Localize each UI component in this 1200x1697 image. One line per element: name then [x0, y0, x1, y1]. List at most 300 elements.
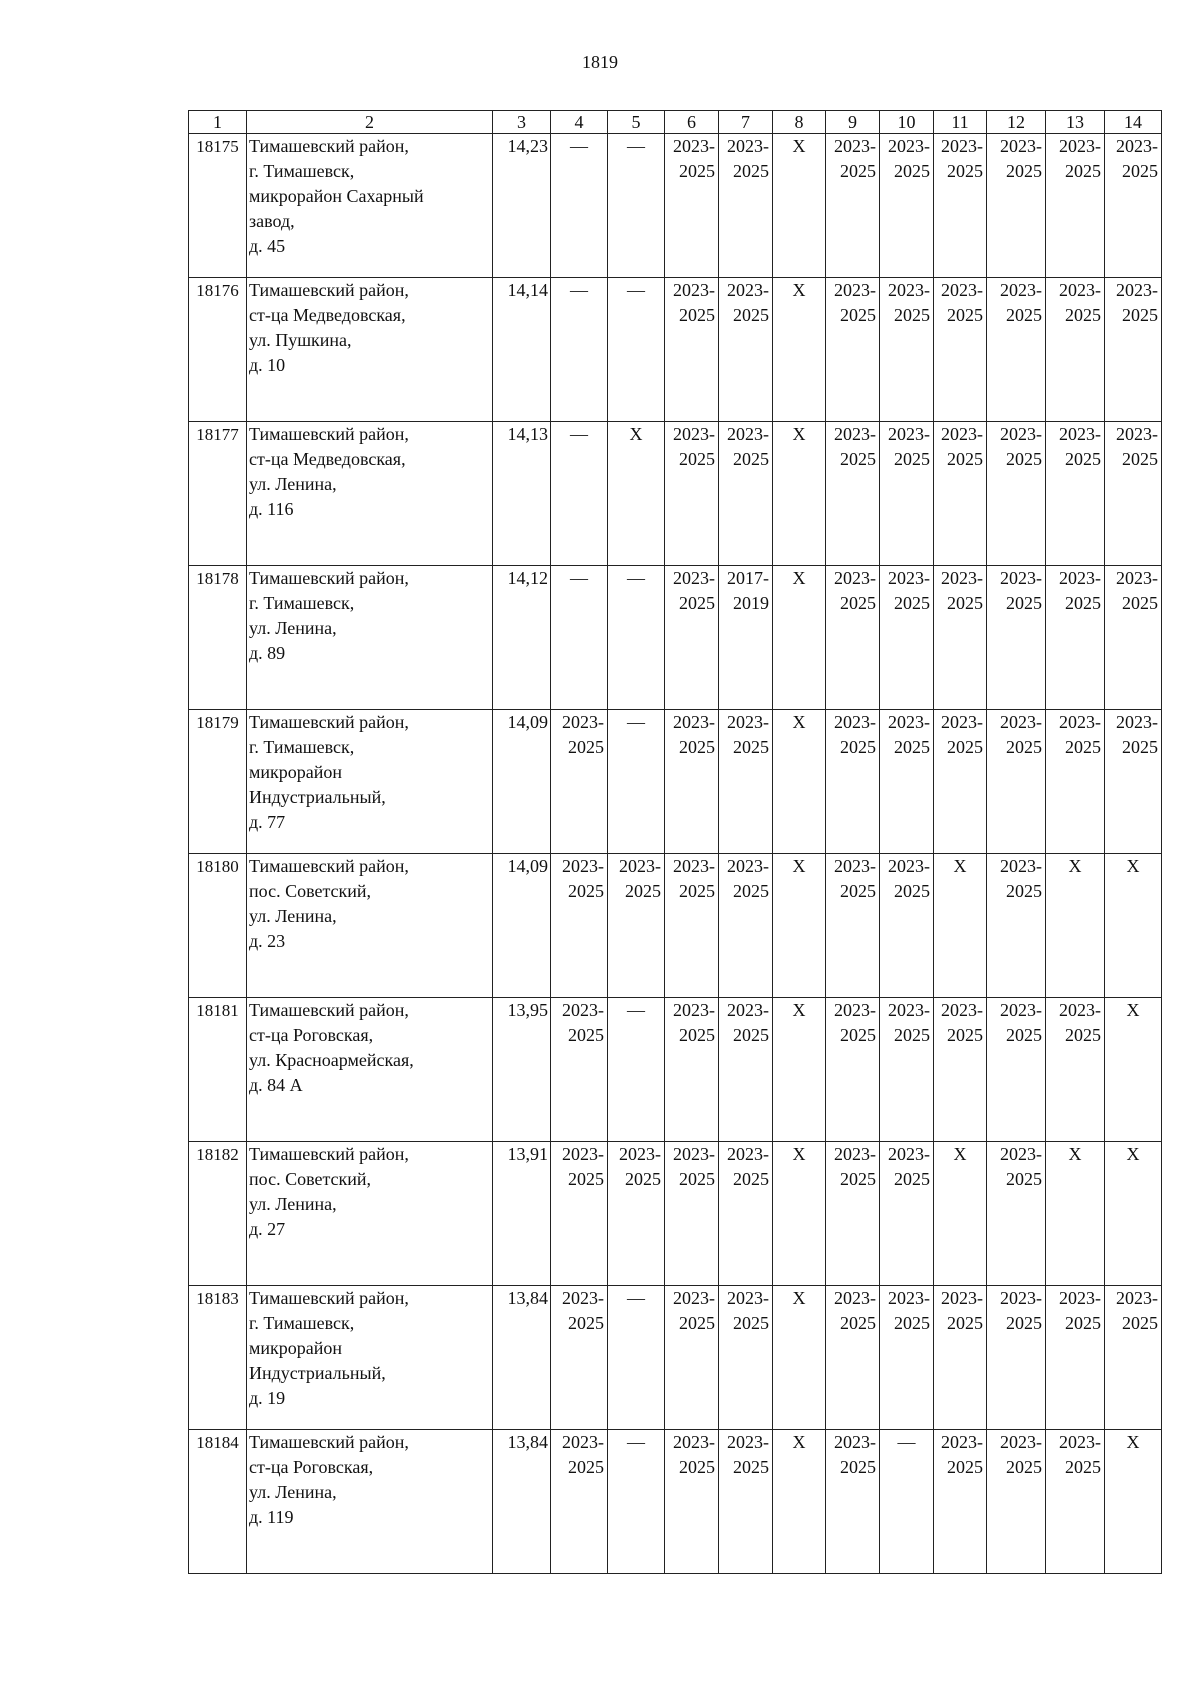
period-end: 2025 [1006, 161, 1042, 181]
period-cell [719, 278, 773, 422]
x-cell [773, 278, 826, 422]
period-end: 2025 [1006, 449, 1042, 469]
period-end: 2025 [840, 593, 876, 613]
period-cell [665, 1286, 719, 1430]
period-cell [1046, 422, 1105, 566]
period-cell [1046, 134, 1105, 278]
period-start: 2023- [834, 1288, 876, 1308]
x-mark: X [792, 1000, 806, 1020]
x-cell [1105, 998, 1162, 1142]
period-start: 2023- [834, 1144, 876, 1164]
dash-mark: — [897, 1432, 916, 1452]
period-end: 2025 [679, 881, 715, 901]
period-cell [1105, 710, 1162, 854]
address-line: г. Тимашевск, [249, 161, 355, 181]
column-header: 5 [608, 111, 665, 134]
period-cell [1046, 710, 1105, 854]
period-end: 2025 [840, 737, 876, 757]
address-line: Индустриальный, [249, 787, 386, 807]
dash-mark: — [570, 280, 588, 300]
dash-cell [608, 1430, 665, 1574]
period-cell [665, 278, 719, 422]
column-header: 6 [665, 111, 719, 134]
period-cell [551, 1286, 608, 1430]
period-end: 2025 [1122, 737, 1158, 757]
address-line: Тимашевский район, [249, 568, 409, 588]
period-start: 2023- [1000, 1432, 1042, 1452]
period-end: 2025 [947, 1457, 983, 1477]
period-cell [987, 566, 1046, 710]
row-number: 18178 [189, 566, 247, 710]
dash-cell [608, 134, 665, 278]
period-end: 2025 [894, 1313, 930, 1333]
period-end: 2025 [733, 305, 769, 325]
column-header: 12 [987, 111, 1046, 134]
page-number: 1819 [582, 52, 618, 72]
period-start: 2023- [834, 280, 876, 300]
address-line: микрорайон [249, 1338, 343, 1358]
period-start: 2023- [888, 1144, 930, 1164]
address-line: Тимашевский район, [249, 280, 409, 300]
period-cell [719, 710, 773, 854]
period-start: 2023- [727, 856, 769, 876]
period-end: 2025 [894, 161, 930, 181]
period-cell [934, 566, 987, 710]
period-end: 2025 [1065, 449, 1101, 469]
address-cell [247, 998, 493, 1142]
period-end: 2025 [1006, 1025, 1042, 1045]
period-start: 2023- [1000, 568, 1042, 588]
table-row [189, 134, 1162, 278]
period-end: 2025 [568, 1313, 604, 1333]
x-cell [773, 134, 826, 278]
address-cell [247, 278, 493, 422]
period-end: 2025 [679, 449, 715, 469]
period-start: 2023- [1000, 1000, 1042, 1020]
period-start: 2023- [888, 136, 930, 156]
period-cell [719, 1430, 773, 1574]
period-end: 2025 [1122, 1313, 1158, 1333]
period-end: 2025 [840, 449, 876, 469]
period-start: 2023- [1116, 136, 1158, 156]
period-start: 2023- [888, 856, 930, 876]
period-end: 2025 [1065, 1025, 1101, 1045]
table-row [189, 278, 1162, 422]
period-start: 2023- [1000, 712, 1042, 732]
row-number: 18179 [189, 710, 247, 854]
period-start: 2023- [562, 1000, 604, 1020]
value-cell: 14,09 [493, 854, 551, 998]
period-cell [551, 854, 608, 998]
x-cell [608, 422, 665, 566]
address-line: г. Тимашевск, [249, 1313, 355, 1333]
address-line: д. 116 [249, 499, 294, 519]
address-line: д. 45 [249, 236, 286, 256]
value-cell: 13,91 [493, 1142, 551, 1286]
address-line: Тимашевский район, [249, 856, 409, 876]
period-end: 2025 [947, 737, 983, 757]
period-cell [608, 854, 665, 998]
dash-cell [880, 1430, 934, 1574]
x-cell [934, 854, 987, 998]
address-cell [247, 854, 493, 998]
period-start: 2023- [1000, 856, 1042, 876]
value-cell: 13,84 [493, 1286, 551, 1430]
period-start: 2023- [834, 712, 876, 732]
x-cell [934, 1142, 987, 1286]
period-end: 2025 [1122, 593, 1158, 613]
dash-mark: — [627, 1000, 645, 1020]
period-cell [880, 710, 934, 854]
column-header: 9 [826, 111, 880, 134]
period-start: 2023- [619, 1144, 661, 1164]
period-end: 2025 [840, 1169, 876, 1189]
column-header: 7 [719, 111, 773, 134]
row-number: 18180 [189, 854, 247, 998]
period-cell [826, 1142, 880, 1286]
dash-cell [551, 134, 608, 278]
period-end: 2025 [894, 593, 930, 613]
address-line: пос. Советский, [249, 1169, 372, 1189]
period-cell [987, 134, 1046, 278]
period-end: 2025 [1006, 593, 1042, 613]
row-number: 18182 [189, 1142, 247, 1286]
address-line: завод, [249, 211, 295, 231]
period-start: 2023- [727, 280, 769, 300]
period-start: 2023- [888, 1288, 930, 1308]
dash-cell [551, 566, 608, 710]
period-end: 2025 [733, 449, 769, 469]
period-end: 2025 [894, 305, 930, 325]
period-end: 2025 [568, 1169, 604, 1189]
period-cell [826, 710, 880, 854]
period-end: 2025 [947, 305, 983, 325]
address-line: ул. Пушкина, [249, 330, 352, 350]
period-end: 2025 [840, 881, 876, 901]
period-end: 2025 [840, 161, 876, 181]
table-row [189, 1430, 1162, 1574]
period-start: 2023- [888, 712, 930, 732]
period-start: 2023- [1116, 712, 1158, 732]
period-end: 2025 [894, 1025, 930, 1045]
address-line: Тимашевский район, [249, 1144, 409, 1164]
address-line: г. Тимашевск, [249, 593, 355, 613]
period-end: 2025 [679, 1457, 715, 1477]
address-line: Тимашевский район, [249, 1000, 409, 1020]
value-cell: 14,23 [493, 134, 551, 278]
table-row [189, 1286, 1162, 1430]
address-line: Тимашевский район, [249, 424, 409, 444]
period-start: 2023- [941, 1000, 983, 1020]
period-end: 2025 [1065, 1457, 1101, 1477]
period-start: 2023- [727, 1144, 769, 1164]
period-cell [1046, 998, 1105, 1142]
period-cell [934, 998, 987, 1142]
address-cell [247, 566, 493, 710]
x-cell [773, 998, 826, 1142]
period-cell [826, 422, 880, 566]
address-line: д. 10 [249, 355, 286, 375]
x-mark: X [792, 856, 806, 876]
period-cell [987, 278, 1046, 422]
period-start: 2023- [834, 1000, 876, 1020]
x-cell [773, 1142, 826, 1286]
period-end: 2025 [679, 593, 715, 613]
x-cell [773, 566, 826, 710]
address-line: д. 27 [249, 1219, 286, 1239]
period-cell [880, 1286, 934, 1430]
period-start: 2023- [941, 136, 983, 156]
x-cell [1046, 854, 1105, 998]
period-cell [880, 134, 934, 278]
period-cell [719, 134, 773, 278]
period-cell [987, 998, 1046, 1142]
period-end: 2025 [568, 881, 604, 901]
period-cell [665, 854, 719, 998]
period-cell [719, 566, 773, 710]
period-end: 2025 [679, 1025, 715, 1045]
value-cell: 14,14 [493, 278, 551, 422]
period-cell [987, 710, 1046, 854]
x-mark: X [792, 568, 806, 588]
period-start: 2023- [1116, 424, 1158, 444]
address-line: Тимашевский район, [249, 1432, 409, 1452]
period-end: 2025 [947, 1313, 983, 1333]
period-cell [1105, 134, 1162, 278]
column-header: 8 [773, 111, 826, 134]
table-row [189, 854, 1162, 998]
period-start: 2023- [834, 568, 876, 588]
period-start: 2023- [673, 280, 715, 300]
address-line: ст-ца Медведовская, [249, 305, 406, 325]
column-header: 13 [1046, 111, 1105, 134]
period-end: 2025 [840, 1313, 876, 1333]
x-cell [773, 854, 826, 998]
period-end: 2025 [894, 881, 930, 901]
value-cell: 14,09 [493, 710, 551, 854]
period-end: 2025 [1065, 161, 1101, 181]
period-cell [826, 1286, 880, 1430]
dash-mark: — [570, 568, 588, 588]
period-cell [665, 1430, 719, 1574]
x-mark: X [1126, 1000, 1140, 1020]
value-cell: 14,12 [493, 566, 551, 710]
period-cell [1046, 566, 1105, 710]
period-end: 2025 [625, 881, 661, 901]
address-line: Индустриальный, [249, 1363, 386, 1383]
period-end: 2025 [1065, 737, 1101, 757]
x-mark: X [953, 1144, 967, 1164]
period-end: 2025 [1122, 305, 1158, 325]
period-cell [719, 998, 773, 1142]
row-number: 18176 [189, 278, 247, 422]
x-cell [773, 1286, 826, 1430]
period-start: 2023- [888, 1000, 930, 1020]
period-cell [1105, 566, 1162, 710]
period-cell [551, 998, 608, 1142]
address-cell [247, 134, 493, 278]
period-cell [987, 1286, 1046, 1430]
period-cell [934, 710, 987, 854]
address-line: ул. Ленина, [249, 474, 337, 494]
x-mark: X [1068, 1144, 1082, 1164]
period-end: 2025 [679, 1313, 715, 1333]
column-header: 3 [493, 111, 551, 134]
x-mark: X [1126, 1432, 1140, 1452]
period-cell [665, 998, 719, 1142]
period-start: 2023- [673, 1000, 715, 1020]
period-start: 2023- [1116, 1288, 1158, 1308]
x-mark: X [792, 712, 806, 732]
row-number: 18177 [189, 422, 247, 566]
period-start: 2023- [562, 712, 604, 732]
dash-mark: — [627, 1432, 645, 1452]
period-start: 2023- [834, 1432, 876, 1452]
period-cell [665, 134, 719, 278]
period-start: 2023- [562, 1144, 604, 1164]
period-start: 2023- [834, 856, 876, 876]
x-mark: X [792, 1432, 806, 1452]
x-mark: X [1068, 856, 1082, 876]
period-cell [665, 566, 719, 710]
period-end: 2025 [894, 1169, 930, 1189]
period-cell [1105, 1286, 1162, 1430]
period-cell [934, 1430, 987, 1574]
x-mark: X [1126, 856, 1140, 876]
period-start: 2023- [673, 856, 715, 876]
period-start: 2023- [941, 1432, 983, 1452]
period-start: 2023- [1059, 1000, 1101, 1020]
x-mark: X [792, 1144, 806, 1164]
period-start: 2023- [888, 280, 930, 300]
table-row [189, 998, 1162, 1142]
register-table [188, 110, 1162, 1574]
period-start: 2023- [727, 712, 769, 732]
period-start: 2023- [727, 1288, 769, 1308]
period-end: 2019 [733, 593, 769, 613]
address-line: ст-ца Роговская, [249, 1025, 374, 1045]
period-start: 2023- [673, 1144, 715, 1164]
address-line: ул. Красноармейская, [249, 1050, 414, 1070]
x-mark: X [792, 136, 806, 156]
period-end: 2025 [733, 1025, 769, 1045]
address-line: д. 23 [249, 931, 286, 951]
address-cell [247, 1286, 493, 1430]
dash-cell [551, 278, 608, 422]
period-end: 2025 [679, 1169, 715, 1189]
period-start: 2023- [1000, 424, 1042, 444]
dash-cell [608, 998, 665, 1142]
column-header: 11 [934, 111, 987, 134]
period-end: 2025 [568, 1025, 604, 1045]
column-header: 10 [880, 111, 934, 134]
period-start: 2023- [1116, 280, 1158, 300]
period-end: 2025 [733, 1169, 769, 1189]
period-cell [719, 422, 773, 566]
x-cell [1105, 1430, 1162, 1574]
address-cell [247, 1430, 493, 1574]
period-end: 2025 [894, 737, 930, 757]
period-end: 2025 [1006, 305, 1042, 325]
table-row [189, 710, 1162, 854]
period-start: 2023- [1059, 712, 1101, 732]
dash-cell [608, 1286, 665, 1430]
period-cell [934, 278, 987, 422]
period-start: 2023- [673, 568, 715, 588]
column-header: 1 [189, 111, 247, 134]
period-cell [934, 1286, 987, 1430]
period-start: 2023- [834, 424, 876, 444]
period-cell [987, 1142, 1046, 1286]
x-mark: X [792, 424, 806, 444]
address-line: ул. Ленина, [249, 618, 337, 638]
address-line: ул. Ленина, [249, 906, 337, 926]
period-start: 2023- [562, 856, 604, 876]
period-start: 2023- [1059, 1432, 1101, 1452]
period-end: 2025 [1065, 1313, 1101, 1333]
period-cell [551, 1430, 608, 1574]
x-cell [773, 422, 826, 566]
period-start: 2023- [834, 136, 876, 156]
period-end: 2025 [1006, 881, 1042, 901]
period-cell [987, 1430, 1046, 1574]
period-cell [826, 278, 880, 422]
address-line: д. 77 [249, 812, 286, 832]
period-cell [934, 422, 987, 566]
address-cell [247, 710, 493, 854]
period-end: 2025 [947, 593, 983, 613]
period-end: 2025 [1065, 305, 1101, 325]
period-cell [551, 710, 608, 854]
address-line: микрорайон [249, 762, 343, 782]
value-cell: 14,13 [493, 422, 551, 566]
address-line: ул. Ленина, [249, 1194, 337, 1214]
period-start: 2023- [673, 424, 715, 444]
period-start: 2023- [727, 1432, 769, 1452]
period-end: 2025 [894, 449, 930, 469]
x-mark: X [792, 1288, 806, 1308]
period-end: 2025 [568, 1457, 604, 1477]
period-start: 2023- [941, 568, 983, 588]
period-cell [719, 1286, 773, 1430]
period-end: 2025 [733, 1457, 769, 1477]
period-cell [719, 1142, 773, 1286]
period-start: 2023- [888, 424, 930, 444]
period-cell [1105, 278, 1162, 422]
address-line: микрорайон Сахарный [249, 186, 424, 206]
column-header: 2 [247, 111, 493, 134]
period-cell [880, 854, 934, 998]
period-cell [826, 566, 880, 710]
period-cell [551, 1142, 608, 1286]
period-cell [880, 278, 934, 422]
period-start: 2023- [1116, 568, 1158, 588]
period-start: 2023- [562, 1432, 604, 1452]
dash-mark: — [570, 136, 588, 156]
period-start: 2023- [1059, 424, 1101, 444]
row-number: 18183 [189, 1286, 247, 1430]
period-end: 2025 [947, 449, 983, 469]
table-row [189, 1142, 1162, 1286]
period-end: 2025 [1006, 1169, 1042, 1189]
period-cell [665, 710, 719, 854]
period-cell [880, 422, 934, 566]
period-cell [1046, 278, 1105, 422]
table-row [189, 422, 1162, 566]
period-cell [987, 422, 1046, 566]
period-end: 2025 [1006, 1313, 1042, 1333]
period-end: 2025 [1065, 593, 1101, 613]
